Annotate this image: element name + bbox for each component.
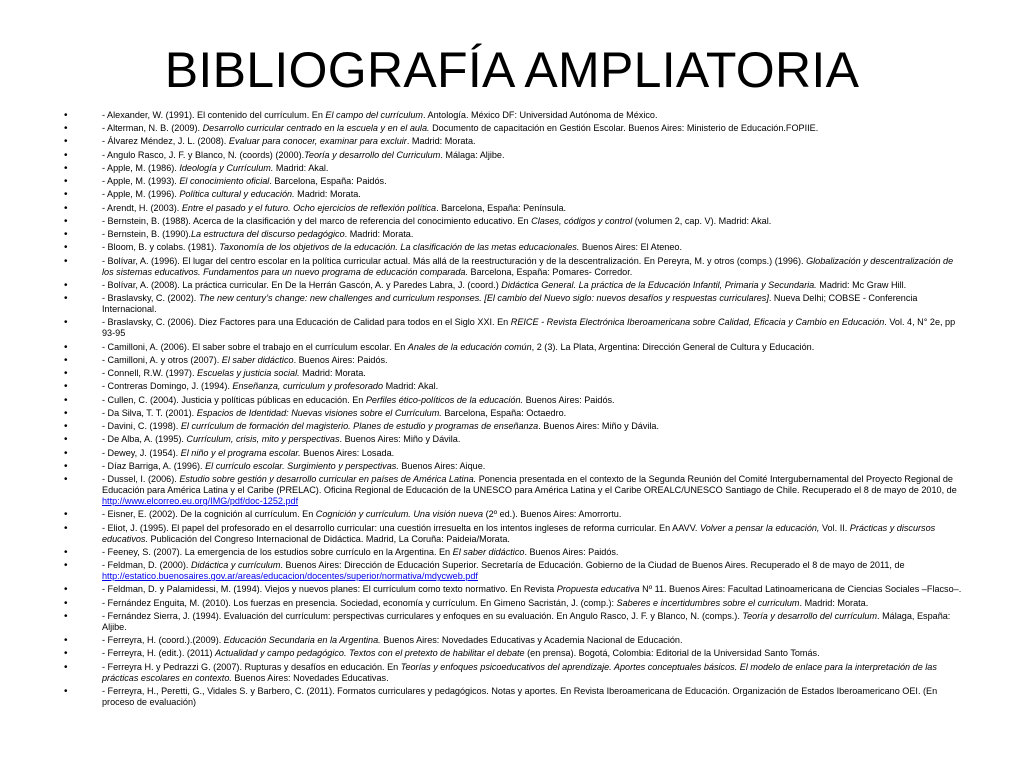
bibliography-entry: [64, 686, 964, 708]
entry-text: - Eliot, J. (1995). El papel del profesorado en el desarrollo curricular: una cuestión irresuelta en los intentos ingleses de reforma curricular. En AAVV.: [102, 522, 700, 533]
entry-text: Publicación del Congreso Internacional de Didáctica. Madrid, La Coruña: Paideia/Morata.: [148, 533, 510, 544]
entry-text: Madrid: Morata.: [299, 368, 366, 379]
work-title: Currículum, crisis, mito y perspectivas: [186, 434, 340, 445]
entry-text: - Braslavsky, C. (2006). Diez Factores para una Educación de Calidad para todos en el Siglo XXI. En: [102, 317, 511, 328]
work-title: The new century’s change: new challenges and curriculum responses. [El cambio del Nuevo siglo: nuevos desafíos y respuestas curriculares]: [198, 293, 769, 304]
entry-text: - Alterman, N. B. (2009).: [102, 123, 203, 134]
entry-text: . Madrid: Morata.: [344, 229, 414, 240]
work-title: El campo del currículum: [325, 110, 423, 120]
entry-text: , 2 (3). La Plata, Argentina: Dirección General de Cultura y Educación.: [531, 341, 815, 352]
entry-text: . Barcelona, España: Paidós.: [269, 176, 387, 187]
bibliography-entry: [64, 461, 964, 472]
work-title: Ideología y Currículum.: [179, 162, 274, 173]
work-title: El saber didáctico: [221, 354, 294, 365]
work-title: El currículo escolar. Surgimiento y perspectivas.: [205, 460, 399, 471]
work-title: Enseñanza, curriculum y profesorado: [232, 381, 384, 392]
work-title: Actualidad y campo pedagógico. Textos con el pretexto de habilitar el debate: [215, 648, 525, 659]
work-title: Política cultural y educación.: [179, 189, 295, 200]
work-title: Educación Secundaria en la Argentina.: [223, 635, 381, 646]
bibliography-entry: [64, 123, 964, 134]
entry-text: Nº 11. Buenos Aires: Facultad Latinoamericana de Ciencias Sociales –Flacso–.: [639, 584, 962, 595]
bibliography-entry: [64, 584, 964, 595]
entry-text: . Málaga, España: Aljibe.: [102, 610, 951, 632]
bibliography-entry: [64, 434, 964, 445]
entry-text: - Feeney, S. (2007). La emergencia de los estudios sobre currículo en la Argentina. En: [102, 546, 453, 557]
entry-text: . Buenos Aires: Paidós.: [293, 354, 388, 365]
entry-text: - Ferreyra, H. (coord.).(2009).: [102, 635, 224, 646]
entry-text: - Dussel, I. (2006).: [102, 474, 180, 484]
entry-text: (en prensa). Bogotá, Colombia: Editorial de la Universidad Santo Tomás.: [524, 648, 820, 659]
bibliography-entry: [64, 355, 964, 366]
work-title: Didáctica y currículum: [190, 560, 281, 571]
work-title: Estudio sobre gestión y desarrollo curricular en países de América Latina.: [179, 474, 477, 484]
work-title: REICE - Revista Electrónica Iberoamericana sobre Calidad, Eficacia y Cambio en Educación: [510, 317, 885, 328]
bibliography-entry: [64, 408, 964, 419]
work-title: Didáctica General. La práctica de la Educación Infantil, Primaria y Secundaria.: [501, 279, 817, 290]
entry-text: - Bloom, B. y colabs. (1981).: [102, 242, 220, 253]
bibliography-entry: [64, 598, 964, 609]
entry-text: - Bolívar, A. (2008). La práctica curricular. En De la Herrán Gascón, A. y Paredes Labra, J. (coord.): [102, 279, 502, 290]
entry-text: (2º ed.). Buenos Aires: Amorrortu.: [483, 509, 622, 520]
bibliography-entry: [64, 216, 964, 227]
bibliography-entry: [64, 368, 964, 379]
entry-text: - Ferreyra, H., Peretti, G., Vidales S. y Barbero, C. (2011). Formatos curriculares y pedagógicos. Notas y aportes. En Revista Iberoamericana de Educación. Organización de Estados Iberoamericano OEI. (En proceso de evaluación): [102, 685, 938, 707]
entry-text: - Bolívar, A. (1996). El lugar del centro escolar en la política curricular actual. Más allá de la reestructuración y de la descentralización. En Pereyra, M. y otros (comps.) (1996).: [102, 255, 807, 266]
bibliography-entry: [64, 229, 964, 240]
entry-text: - Connell, R.W. (1997).: [102, 368, 198, 379]
entry-text: Madrid: Akal.: [273, 162, 329, 173]
bibliography-entry: [64, 280, 964, 291]
entry-text: Madrid: Mc Graw Hill.: [816, 279, 907, 290]
entry-text: - De Alba, A. (1995).: [102, 434, 187, 445]
entry-text: - Cullen, C. (2004). Justicia y políticas públicas en educación. En: [102, 394, 366, 405]
entry-text: - Dewey, J. (1954).: [102, 447, 181, 458]
work-title: Cognición y currículum. Una visión nueva: [315, 509, 484, 520]
work-title: Clases, códigos y control: [531, 215, 633, 226]
entry-text: Madrid: Morata.: [294, 189, 361, 200]
entry-text: - Apple, M. (1986).: [102, 162, 180, 173]
entry-text: . Buenos Aires: Paidós.: [524, 546, 619, 557]
work-title: Teoría y desarrollo del Curriculum: [304, 149, 441, 160]
entry-text: (volumen 2, cap. V). Madrid: Akal.: [632, 215, 772, 226]
entry-text: - Álvarez Méndez, J. L. (2008).: [102, 136, 229, 147]
bibliography-entry: [64, 110, 964, 121]
work-title: Volver a pensar la educación,: [699, 522, 820, 533]
entry-text: Ponencia presentada en el contexto de la Segunda Reunión del Comité Intergubernamental del Proyecto Regional de Educación para América Latina y el Caribe (PRELAC). Oficina Regional de Educación de la UNESCO para América Latina y el Caribe OREALC/UNESCO Santiago de Chile. Recuperado el 8 de mayo de 2010, de: [102, 474, 957, 496]
entry-text: - Ferreyra H. y Pedrazzi G. (2007). Rupturas y desafíos en educación. En: [102, 661, 401, 672]
bibliography-entry: [64, 395, 964, 406]
entry-text: - Apple, M. (1996).: [102, 189, 180, 200]
work-title: Saberes e incertidumbres sobre el curriculum: [616, 597, 800, 608]
bibliography-entry: [64, 176, 964, 187]
entry-text: Documento de capacitación en Gestión Escolar. Buenos Aires: Ministerio de Educación.FOPIIE.: [429, 123, 819, 134]
entry-text: Barcelona, España: Octaedro.: [441, 407, 567, 418]
reference-link[interactable]: http://www.elcorreo.eu.org/IMG/pdf/doc-1252.pdf: [102, 496, 299, 507]
entry-text: Madrid: Akal.: [383, 381, 439, 392]
entry-text: - Feldman, D. y Palamidessi, M. (1994). Viejos y nuevos planes: El currículum como texto normativo. En Revista: [102, 584, 557, 595]
entry-text: - Feldman, D. (2000).: [102, 560, 191, 571]
reference-link[interactable]: http://estatico.buenosaires.gov.ar/areas/educacion/docentes/superior/normativa/mdycweb.pdf: [102, 571, 478, 582]
entry-text: Buenos Aires: El Ateneo.: [579, 242, 682, 253]
entry-text: - Camilloni, A. y otros (2007).: [102, 354, 222, 365]
work-title: Entre el pasado y el futuro. Ocho ejercicios de reflexión política: [181, 202, 437, 213]
work-title: Propuesta educativa: [556, 584, 640, 595]
entry-text: - Camilloni, A. (2006). El saber sobre el trabajo en el currículum escolar. En: [102, 341, 408, 352]
bibliography-entry: [64, 293, 964, 315]
work-title: El conocimiento oficial: [179, 176, 270, 187]
entry-text: Buenos Aires: Losada.: [300, 447, 395, 458]
bibliography-entry: [64, 635, 964, 646]
work-title: Globalización y descentralización de los sistemas educativos. Fundamentos para un nuevo programa de educación comparada.: [102, 255, 954, 277]
entry-text: . Madrid: Morata.: [406, 136, 476, 147]
bibliography-entry: [64, 648, 964, 659]
entry-text: . Málaga: Aljibe.: [440, 149, 505, 160]
entry-text: - Angulo Rasco, J. F. y Blanco, N. (coords) (2000).: [102, 149, 305, 160]
work-title: Escuelas y justicia social.: [197, 368, 300, 379]
bibliography-entry: [64, 381, 964, 392]
work-title: La estructura del discurso pedagógico: [190, 229, 345, 240]
entry-text: - Ferreyra, H. (edit.). (2011): [102, 648, 216, 659]
bibliography-entry: [64, 242, 964, 253]
bibliography-list: [64, 110, 964, 710]
bibliography-entry: [64, 523, 964, 545]
entry-text: - Contreras Domingo, J. (1994).: [102, 381, 233, 392]
entry-text: - Bernstein, B. (1990).: [102, 229, 191, 240]
work-title: Anales de la educación común: [407, 341, 532, 352]
entry-text: - Da Silva, T. T. (2001).: [102, 407, 197, 418]
work-title: Teoría y desarrollo del currículum: [742, 610, 878, 621]
work-title: Espacios de Identidad: Nuevas visiones sobre el Currículum.: [196, 407, 442, 418]
bibliography-entry: [64, 547, 964, 558]
entry-text: - Fernández Enguita, M. (2010). Los fuerzas en presencia. Sociedad, economía y currículum. En Gimeno Sacristán, J. (comp.):: [102, 597, 617, 608]
entry-text: . Nueva Delhi; COBSE - Conferencia Internacional.: [102, 293, 918, 315]
bibliography-entry: [64, 560, 964, 582]
entry-text: . Madrid: Morata.: [799, 597, 869, 608]
entry-text: . Barcelona, España: Península.: [436, 202, 567, 213]
entry-text: - Eisner, E. (2002). De la cognición al currículum. En: [102, 509, 316, 520]
work-title: El niño y el programa escolar.: [180, 447, 301, 458]
entry-text: - Braslavsky, C. (2002).: [102, 293, 199, 304]
entry-text: Buenos Aires: Paidós.: [523, 394, 615, 405]
entry-text: . Vol. 4, N° 2e, pp 93-95: [102, 317, 956, 339]
bibliography-entry: [64, 662, 964, 684]
work-title: Prácticas y discursos educativos.: [102, 522, 936, 544]
bibliography-entry: [64, 509, 964, 520]
entry-text: . Antología. México DF: Universidad Autónoma de México.: [422, 110, 658, 120]
bibliography-entry: [64, 163, 964, 174]
bibliography-entry: [64, 256, 964, 278]
work-title: Desarrollo curricular centrado en la escuela y en el aula.: [202, 123, 430, 134]
entry-text: - Davini, C. (1998).: [102, 421, 181, 432]
entry-text: - Fernández Sierra, J. (1994). Evaluación del currículum: perspectivas curriculares y enfoques en su evaluación. En Angulo Rasco, J. F. y Blanco, N. (comps.).: [102, 610, 743, 621]
entry-text: . Buenos Aires: Dirección de Educación Superior. Secretaría de Educación. Gobierno de la Ciudad de Buenos Aires. Recuperado el 8 de mayo de 2011, de: [280, 560, 905, 571]
bibliography-entry: [64, 203, 964, 214]
bibliography-entry: [64, 317, 964, 339]
entry-text: - Arendt, H. (2003).: [102, 202, 182, 213]
bibliography-entry: [64, 611, 964, 633]
entry-text: Buenos Aires: Aique.: [398, 460, 486, 471]
bibliography-entry: [64, 342, 964, 353]
work-title: Perfiles ético-políticos de la educación.: [365, 394, 524, 405]
entry-text: - Díaz Barriga, A. (1996).: [102, 460, 206, 471]
work-title: Evaluar para conocer, examinar para excluir: [228, 136, 407, 147]
work-title: Taxonomía de los objetivos de la educación. La clasificación de las metas educacionales.: [219, 242, 580, 253]
entry-text: - Bernstein, B. (1988). Acerca de la clasificación y del marco de referencia del conocimiento educativo. En: [102, 215, 532, 226]
bibliography-entry: [64, 421, 964, 432]
entry-text: . Buenos Aires: Miño y Dávila.: [339, 434, 461, 445]
bibliography-entry: [64, 448, 964, 459]
entry-text: Barcelona, España: Pomares- Corredor.: [467, 266, 633, 277]
bibliography-entry: [64, 150, 964, 161]
work-title: El currículum de formación del magisterio. Planes de estudio y programas de enseñanza: [180, 421, 539, 432]
entry-text: Vol. II.: [819, 522, 850, 533]
slide-title: BIBLIOGRAFÍA AMPLIATORIA: [164, 42, 860, 98]
bibliography-entry: [64, 474, 964, 507]
entry-text: - Apple, M. (1993).: [102, 176, 180, 187]
work-title: El saber didáctico: [452, 546, 525, 557]
work-title: Teorías y enfoques psicoeducativos del aprendizaje. Aportes conceptuales básicos. El modelo de enlace para la interpretación de las prácticas escolares en contexto.: [102, 661, 937, 683]
bibliography-entry: [64, 136, 964, 147]
entry-text: - Alexander, W. (1991). El contenido del currículum. En: [102, 110, 326, 120]
entry-text: Buenos Aires: Novedades Educativas y Academia Nacional de Educación.: [380, 635, 683, 646]
bibliography-entry: [64, 189, 964, 200]
entry-text: Buenos Aires: Novedades Educativas.: [231, 672, 389, 683]
entry-text: . Buenos Aires: Miño y Dávila.: [538, 421, 660, 432]
